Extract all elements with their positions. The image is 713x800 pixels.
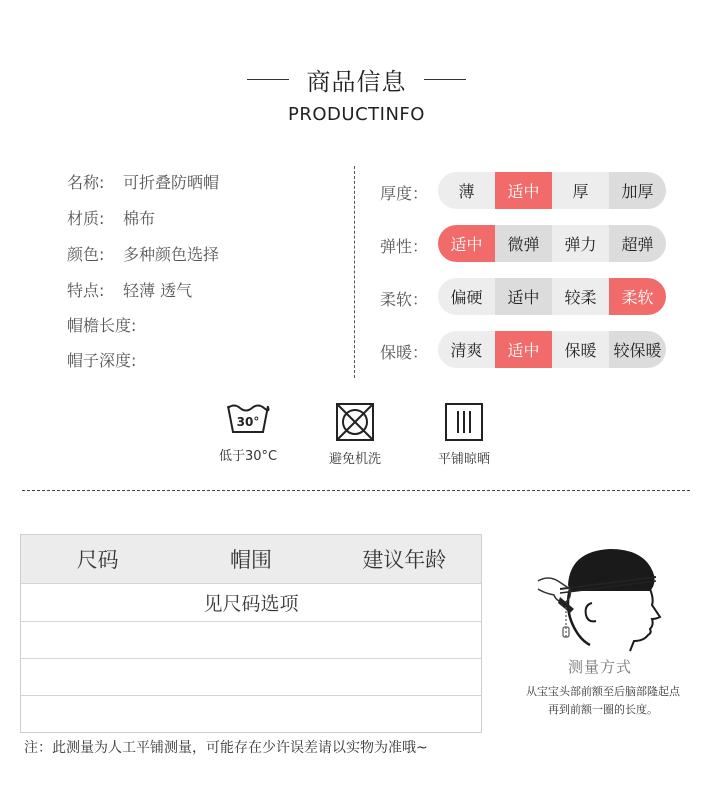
info-row-brim-length: [67, 313, 136, 336]
rating-option: 适中: [495, 172, 552, 209]
rating-elasticity: [438, 225, 666, 262]
title-line-right: [424, 79, 466, 80]
col-header-age: 建议年龄: [362, 548, 447, 572]
care-no-machine-wash: [310, 402, 400, 467]
rating-label-warmth: 保暖：: [380, 343, 429, 362]
head-measure-illustration: [530, 545, 680, 653]
flat-dry-shade-icon: [444, 402, 484, 442]
section-title: [0, 62, 713, 97]
rating-option: 偏硬: [438, 278, 495, 315]
rating-label-thickness: 厚度：: [380, 184, 429, 203]
rating-option: 清爽: [438, 331, 495, 368]
rating-option: 薄: [438, 172, 495, 209]
col-header-size: 尺码: [76, 548, 119, 572]
measure-desc-line: 再到前额一圈的长度。: [548, 703, 658, 716]
care-flat-dry: [419, 402, 509, 467]
info-value: 可折叠防晒帽: [123, 173, 220, 192]
col-header-head-circumference: 帽围: [229, 548, 272, 572]
care-label: 低于30°C: [218, 449, 278, 464]
title-cn: 商品信息: [306, 68, 407, 96]
info-key: 特点:: [67, 281, 105, 300]
rating-option: 加厚: [609, 172, 666, 209]
care-label: 平铺晾晒: [437, 452, 490, 467]
title-en: PRODUCTINFO: [288, 104, 425, 125]
info-key: 帽子深度:: [67, 351, 137, 370]
rating-warmth: [438, 331, 666, 368]
rating-label-elasticity: 弹性：: [380, 237, 429, 256]
measurement-note: 注：此测量为人工平铺测量，可能存在少许误差请以实物为准哦~: [24, 740, 428, 756]
rating-option: 柔软: [609, 278, 666, 315]
rating-thickness: [438, 172, 666, 209]
rating-option: 保暖: [552, 331, 609, 368]
no-machine-wash-icon: [335, 402, 375, 442]
wash-30-icon: [225, 402, 271, 436]
table-row: [21, 621, 481, 658]
measure-title: 测量方式: [567, 658, 632, 676]
info-row-feature: [67, 278, 192, 301]
info-key: 帽檐长度:: [67, 316, 137, 335]
rating-option: 较保暖: [609, 331, 666, 368]
divider-horizontal: [22, 490, 690, 491]
table-row: [21, 695, 481, 732]
table-row: 见尺码选项: [21, 583, 481, 621]
rating-option: 适中: [438, 225, 495, 262]
rating-option: 适中: [495, 278, 552, 315]
info-value: 多种颜色选择: [123, 245, 220, 264]
measure-description: [508, 683, 698, 719]
info-value: 轻薄 透气: [123, 281, 193, 300]
rating-option: 弹力: [552, 225, 609, 262]
info-key: 颜色:: [67, 245, 105, 264]
info-row-name: [67, 170, 219, 193]
rating-option: 较柔: [552, 278, 609, 315]
rating-option: 微弹: [495, 225, 552, 262]
rating-label-softness: 柔软：: [380, 290, 429, 309]
wash-temp-text: 30°: [236, 415, 260, 429]
care-wash-30: [203, 402, 293, 464]
table-header: [21, 535, 481, 583]
rating-option: 超弹: [609, 225, 666, 262]
rating-option: 适中: [495, 331, 552, 368]
rating-softness: [438, 278, 666, 315]
info-row-color: [67, 242, 219, 265]
rating-option: 厚: [552, 172, 609, 209]
care-label: 避免机洗: [328, 452, 381, 467]
size-table: [20, 534, 482, 733]
measure-desc-line: 从宝宝头部前额至后脑部隆起点: [526, 685, 680, 698]
divider-vertical: [354, 166, 355, 378]
table-row: [21, 658, 481, 695]
info-row-hat-depth: [67, 348, 136, 371]
info-value: 棉布: [123, 209, 156, 228]
info-key: 名称:: [67, 173, 105, 192]
info-key: 材质:: [67, 209, 105, 228]
info-row-material: [67, 206, 155, 229]
title-line-left: [247, 79, 289, 80]
